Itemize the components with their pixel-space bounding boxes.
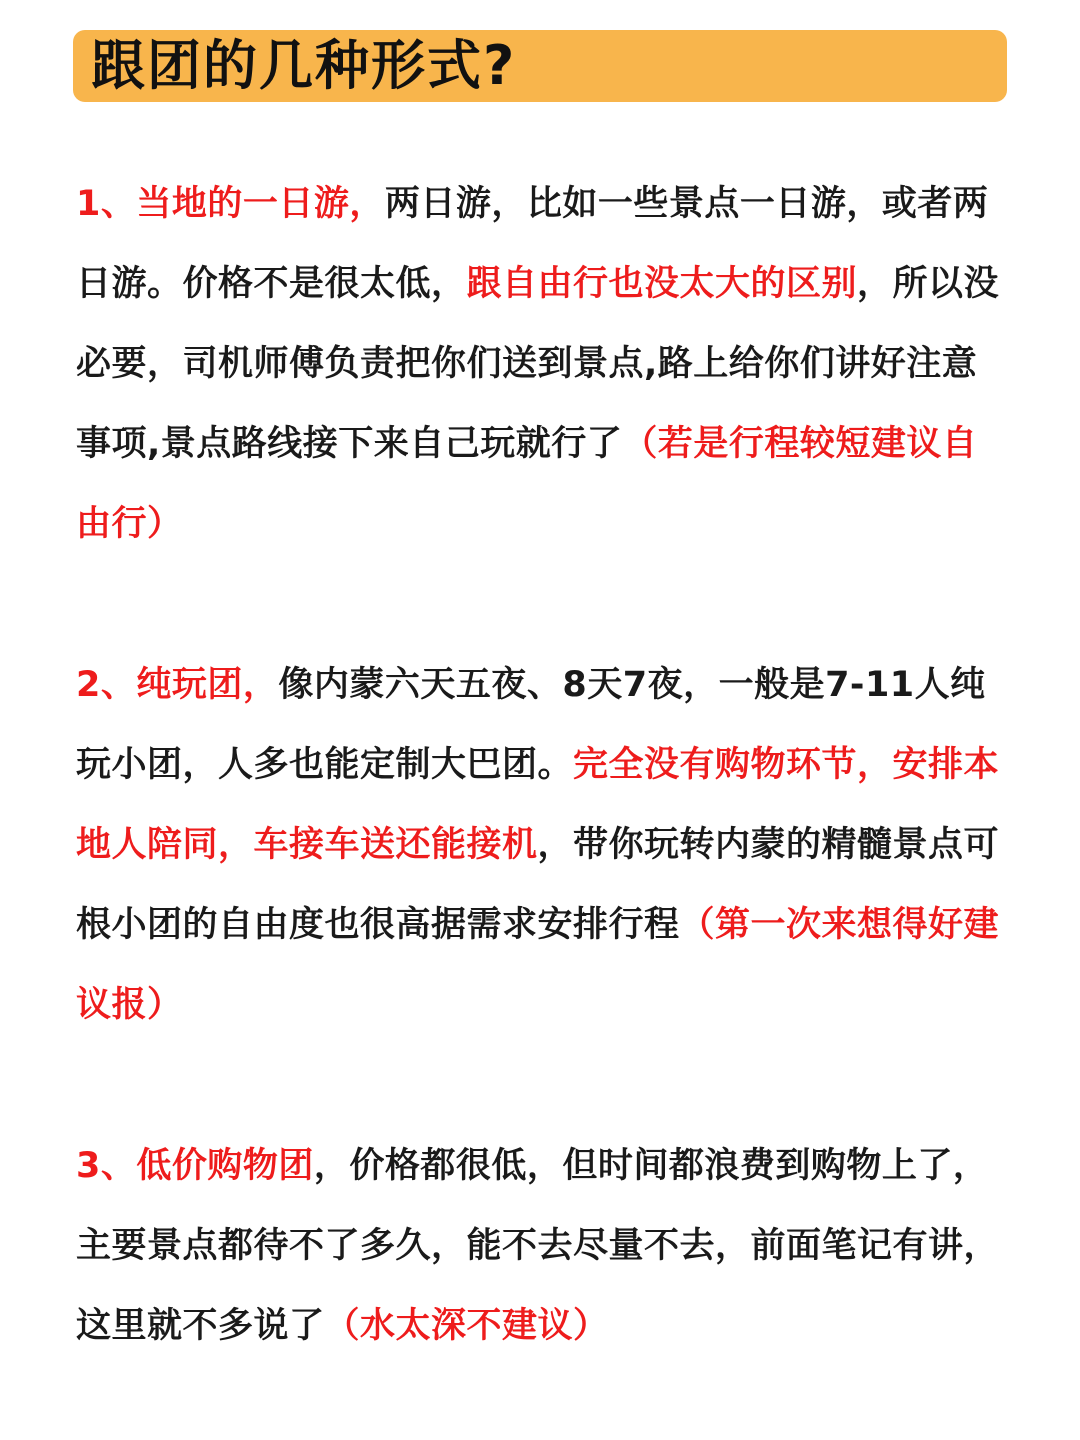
section-text: ，带你玩转内蒙的精髓景点可根小团的自由度也很高据需求安排行程: [76, 825, 1000, 945]
section-day-tour: [76, 164, 1011, 564]
section-text: ，价格都很低，但时间都浪费到购物上了，主要景点都待不了多久，能不去尽量不去，前面笔记有讲，这里就不多说了: [76, 1146, 1000, 1346]
section-shopping-tour: [76, 1126, 1011, 1366]
section-text: ，所以没必要，司机师傅负责把你们送到景点,路上给你们讲好注意事项,景点路线接下来自己玩就行了: [76, 264, 1000, 464]
section-highlight: 完全没有购物环节，安排本地人陪同，车接车送还能接机: [76, 745, 1000, 865]
section-heading: 3、低价购物团: [76, 1146, 314, 1186]
section-heading: 1、当地的一日游，: [76, 184, 385, 224]
page-title: 跟团的几种形式?: [91, 34, 517, 97]
section-recommendation: （若是行程较短建议自由行）: [76, 424, 978, 544]
section-recommendation: （水太深不建议）: [324, 1306, 609, 1346]
title-banner: [73, 30, 1007, 102]
section-text: 像内蒙六天五夜、8天7夜，一般是7-11人纯玩小团，人多也能定制大巴团。: [76, 665, 986, 785]
section-pure-tour: [76, 645, 1011, 1045]
section-heading: 2、纯玩团，: [76, 665, 279, 705]
section-recommendation: （第一次来想得好建议报）: [76, 905, 1000, 1025]
section-text: 两日游，比如一些景点一日游，或者两日游。价格不是很太低，: [76, 184, 989, 304]
section-highlight: 跟自由行也没太大的区别: [466, 264, 858, 304]
